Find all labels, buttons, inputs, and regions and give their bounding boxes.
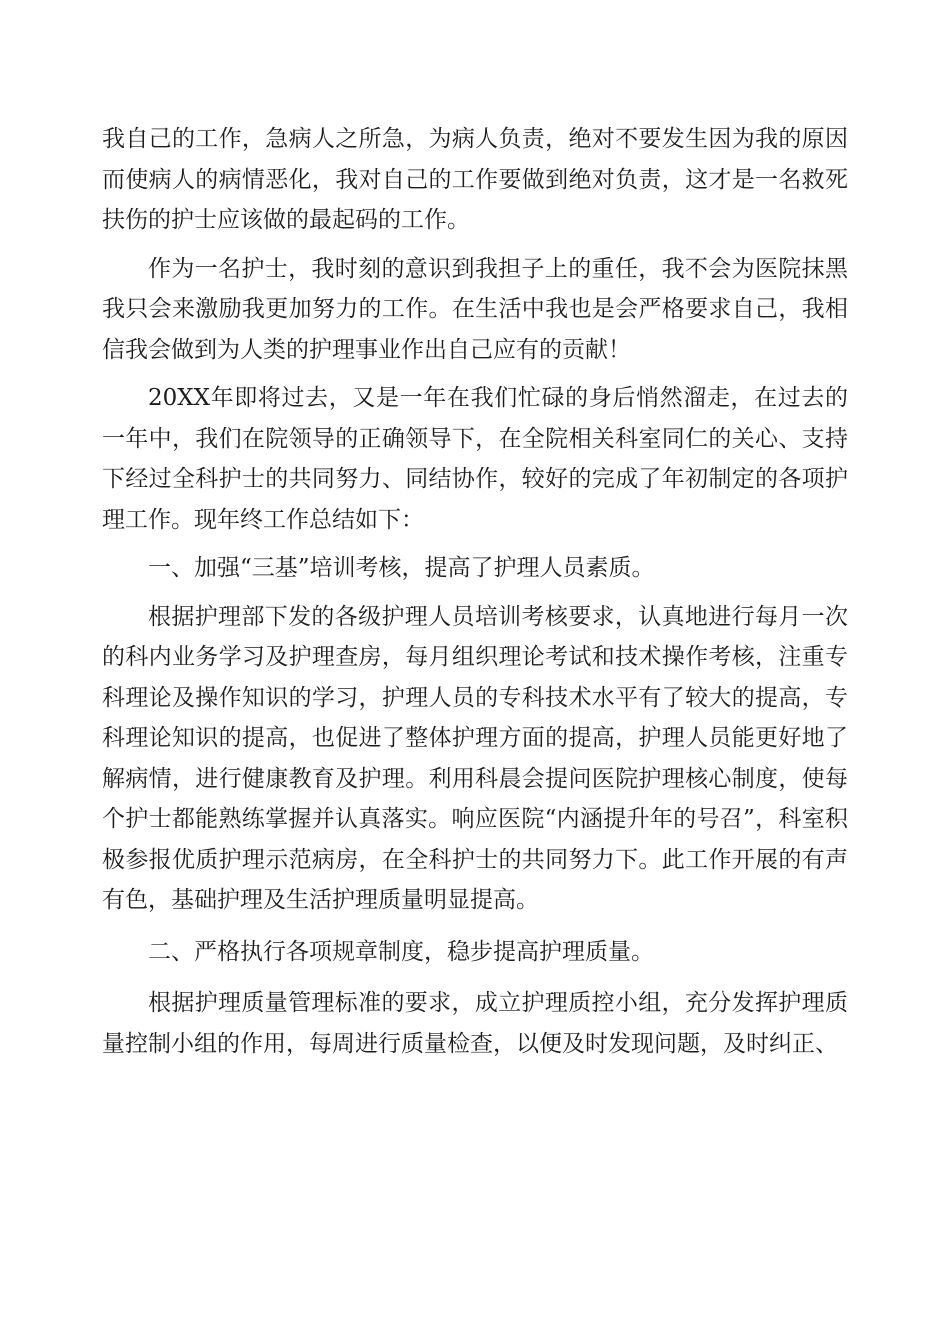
paragraph-quality-control: 根据护理质量管理标准的要求，成立护理质控小组，充分发挥护理质量控制小组的作用，每周进行质量检查，以便及时发现问题，及时纠正、 — [102, 990, 848, 1057]
section-heading-one: 一、加强“三基”培训考核，提高了护理人员素质。 — [148, 555, 655, 581]
paragraph-nurse-responsibility: 作为一名护士，我时刻的意识到我担子上的重任，我不会为医院抹黑我只会来激励我更加努力的工作。在生活中我也是会严格要求自己，我相信我会做到为人类的护理事业作出自己应有的贡献！ — [102, 255, 848, 363]
paragraph-year-summary-intro: 20XX年即将过去，又是一年在我们忙碌的身后悄然溜走，在过去的一年中，我们在院领导的正确领导下，在全院相关科室同仁的关心、支持下经过全科护士的共同努力、同结协作，较好的完成了年初制定的各项护理工作。现年终工作总结如下： — [102, 385, 848, 533]
document-page — [102, 119, 848, 1064]
paragraph-training: 根据护理部下发的各级护理人员培训考核要求，认真地进行每月一次的科内业务学习及护理查房，每月组织理论考试和技术操作考核，注重专科理论及操作知识的学习，护理人员的专科技术水平有了较大的提高，专科理论知识的提高，也促进了整体护理方面的提高，护理人员能更好地了解病情，进行健康教育及护理。利用科晨会提问医院护理核心制度，使每个护士都能熟练掌握并认真落实。响应医院“内涵提升年的号召”，科室积极参报优质护理示范病房，在全科护士的共同努力下。此工作开展的有声有色，基础护理及生活护理质量明显提高。 — [102, 603, 848, 913]
paragraph-continuation: 我自己的工作，急病人之所急，为病人负责，绝对不要发生因为我的原因而使病人的病情恶化，我对自己的工作要做到绝对负责，这才是一名救死扶伤的护士应该做的最起码的工作。 — [102, 126, 848, 233]
section-heading-two: 二、严格执行各项规章制度，稳步提高护理质量。 — [148, 938, 654, 965]
